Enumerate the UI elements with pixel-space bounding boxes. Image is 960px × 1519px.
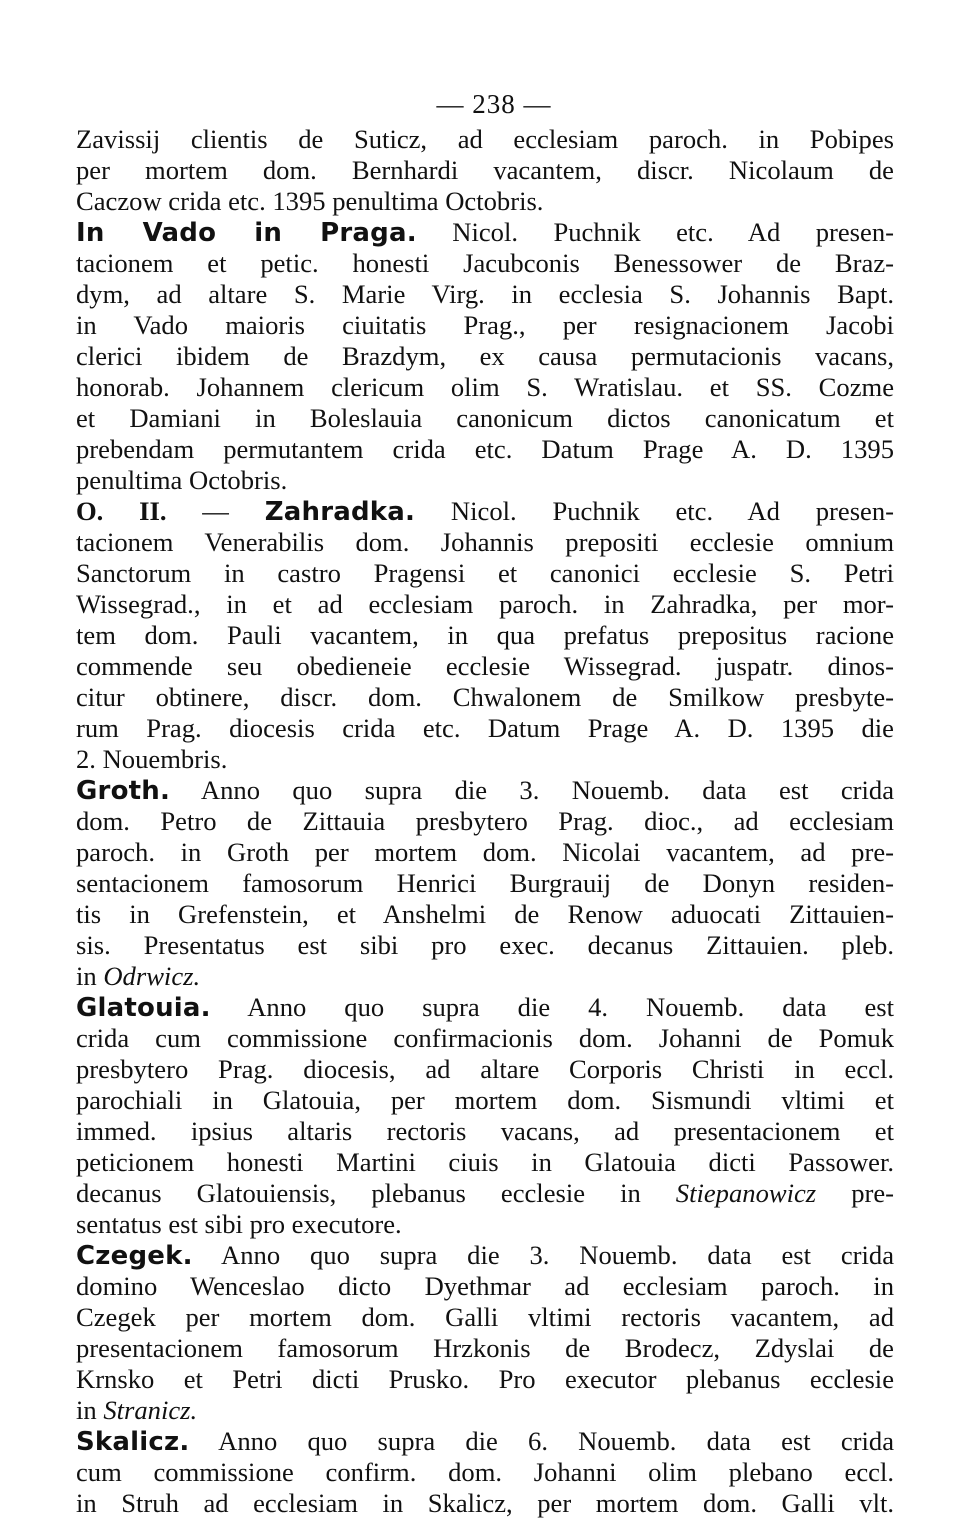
line-text: Wissegrad., in et ad ecclesiam paroch. in Zahradka, per mor-: [76, 589, 894, 619]
text-line: [76, 1333, 894, 1364]
text-line: [76, 620, 894, 651]
text-line: [76, 961, 894, 992]
line-text: in Vado maioris ciuitatis Prag., per resignacionem Jacobi: [76, 310, 894, 340]
text-line: [76, 279, 894, 310]
entry-heading: Groth.: [76, 776, 171, 806]
entry-heading: In Vado in Praga.: [76, 218, 417, 248]
line-text: paroch. in Groth per mortem dom. Nicolai vacantem, ad pre-: [76, 837, 894, 867]
text-line: [76, 1023, 894, 1054]
text-line: [76, 1116, 894, 1147]
line-text: tem dom. Pauli vacantem, in qua prefatus prepositus racione: [76, 620, 894, 650]
text-line: [76, 341, 894, 372]
text-line: [76, 1395, 894, 1426]
text-line: [76, 1302, 894, 1333]
text-line: [76, 713, 894, 744]
text-line: [76, 1209, 894, 1240]
text-line: [76, 403, 894, 434]
text-line: [76, 465, 894, 496]
line-text: in: [76, 1395, 104, 1425]
text-line: [76, 589, 894, 620]
line-text: prebendam permutantem crida etc. Datum Prage A. D. 1395: [76, 434, 894, 464]
line-text: Krnsko et Petri dicti Prusko. Pro executor plebanus ecclesie: [76, 1364, 894, 1394]
text-line: [76, 310, 894, 341]
text-line: [76, 1457, 894, 1488]
entry-heading: Zahradka.: [264, 497, 416, 527]
entry-prefix: O. II.: [76, 496, 167, 526]
line-text: Sanctorum in castro Pragensi et canonici ecclesie S. Petri: [76, 558, 894, 588]
line-text: Nicol. Puchnik etc. Ad presen-: [416, 217, 894, 247]
line-text: Anno quo supra die 4. Nouemb. data est: [210, 992, 894, 1022]
text-line: [76, 1426, 894, 1457]
entries: [76, 124, 894, 1519]
text-line: [76, 744, 894, 775]
text-line: [76, 1054, 894, 1085]
text-line: [76, 1085, 894, 1116]
text-line: [76, 651, 894, 682]
text-line: [76, 372, 894, 403]
line-text: tacionem et petic. honesti Jacubconis Benessower de Braz-: [76, 248, 894, 278]
line-text: tis in Grefenstein, et Anshelmi de Renow aduocati Zittauien-: [76, 899, 894, 929]
line-text: per mortem dom. Bernhardi vacantem, discr. Nicolaum de: [76, 155, 894, 185]
entry: [76, 775, 894, 992]
line-text: in Struh ad ecclesiam in Skalicz, per mortem dom. Galli vlt.: [76, 1488, 894, 1518]
line-text: presbytero Prag. diocesis, ad altare Corporis Christi in eccl.: [76, 1054, 894, 1084]
text-line: [76, 124, 894, 155]
line-text: parochiali in Glatouia, per mortem dom. Sismundi vltimi et: [76, 1085, 894, 1115]
line-text: Anno quo supra die 3. Nouemb. data est crida: [192, 1240, 894, 1270]
entry: [76, 1240, 894, 1426]
text-line: [76, 930, 894, 961]
text-line: [76, 434, 894, 465]
text-line: [76, 1147, 894, 1178]
line-text: sentacionem famosorum Henrici Burgrauij de Donyn residen-: [76, 868, 894, 898]
text-line: [76, 1240, 894, 1271]
line-text: Nicol. Puchnik etc. Ad presen-: [415, 496, 894, 526]
line-text: crida cum commissione confirmacionis dom. Johanni de Pomuk: [76, 1023, 894, 1053]
text-line: [76, 682, 894, 713]
line-text: et Damiani in Boleslauia canonicum dictos canonicatum et: [76, 403, 894, 433]
text-line: [76, 217, 894, 248]
text-line: [76, 1488, 894, 1519]
line-text: in: [76, 961, 104, 991]
entry-heading: Skalicz.: [76, 1427, 190, 1457]
text-line: [76, 1178, 894, 1209]
line-text: Czegek per mortem dom. Galli vltimi rectoris vacantem, ad: [76, 1302, 894, 1332]
line-text: pre-: [816, 1178, 895, 1208]
text-line: [76, 992, 894, 1023]
entry: [76, 1426, 894, 1519]
text-line: [76, 775, 894, 806]
text-line: [76, 527, 894, 558]
line-text: 2. Nouembris.: [76, 744, 228, 774]
line-text: sentatus est sibi pro executore.: [76, 1209, 402, 1239]
text-line: [76, 837, 894, 868]
text-line: [76, 155, 894, 186]
entry-heading: Czegek.: [76, 1241, 193, 1271]
line-text: Anno quo supra die 3. Nouemb. data est crida: [170, 775, 894, 805]
text-line: [76, 496, 894, 527]
text-line: [76, 248, 894, 279]
line-text: immed. ipsius altaris rectoris vacans, ad presentacionem et: [76, 1116, 894, 1146]
line-text: presentacionem famosorum Hrzkonis de Brodecz, Zdyslai de: [76, 1333, 894, 1363]
line-text: penultima Octobris.: [76, 465, 288, 495]
page-number: — 238 —: [436, 89, 552, 119]
text-line: [76, 186, 894, 217]
entry: [76, 992, 894, 1240]
text-line: [76, 558, 894, 589]
line-text: domino Wenceslao dicto Dyethmar ad ecclesiam paroch. in: [76, 1271, 894, 1301]
entry-dash: —: [166, 496, 265, 526]
page: [76, 84, 894, 1519]
line-text: Anno quo supra die 6. Nouemb. data est crida: [189, 1426, 894, 1456]
line-text: dom. Petro de Zittauia presbytero Prag. dioc., ad ecclesiam: [76, 806, 894, 836]
line-text: citur obtinere, discr. dom. Chwalonem de Smilkow presbyte-: [76, 682, 894, 712]
line-text: commende seu obedieneie ecclesie Wissegrad. juspatr. dinos-: [76, 651, 894, 681]
text-line: [76, 868, 894, 899]
line-text: rum Prag. diocesis crida etc. Datum Prage A. D. 1395 die: [76, 713, 894, 743]
line-text: clerici ibidem de Brazdym, ex causa permutacionis vacans,: [76, 341, 894, 371]
line-text: tacionem Venerabilis dom. Johannis prepositi ecclesie omnium: [76, 527, 894, 557]
line-text: decanus Glatouiensis, plebanus ecclesie in: [76, 1178, 676, 1208]
line-text: peticionem honesti Martini ciuis in Glatouia dicti Passower.: [76, 1147, 894, 1177]
entry: [76, 496, 894, 775]
text-line: [76, 1271, 894, 1302]
line-text: sis. Presentatus est sibi pro exec. decanus Zittauien. pleb.: [76, 930, 894, 960]
line-text: honorab. Johannem clericum olim S. Wratislau. et SS. Cozme: [76, 372, 894, 402]
line-text: dym, ad altare S. Marie Virg. in ecclesia S. Johannis Bapt.: [76, 279, 894, 309]
line-text: cum commissione confirm. dom. Johanni olim plebano eccl.: [76, 1457, 894, 1487]
text-line: [76, 1364, 894, 1395]
entry-heading: Glatouia.: [76, 993, 211, 1023]
italic-place-name: Stiepanowicz: [675, 1178, 817, 1208]
entry: [76, 217, 894, 496]
text-line: [76, 806, 894, 837]
italic-place-name: Stranicz.: [103, 1395, 198, 1425]
line-text: Caczow crida etc. 1395 penultima Octobris.: [76, 186, 544, 216]
line-text: Zavissij clientis de Suticz, ad ecclesiam paroch. in Pobipes: [76, 124, 894, 154]
italic-place-name: Odrwicz.: [103, 961, 201, 991]
text-line: [76, 899, 894, 930]
entry: [76, 124, 894, 217]
